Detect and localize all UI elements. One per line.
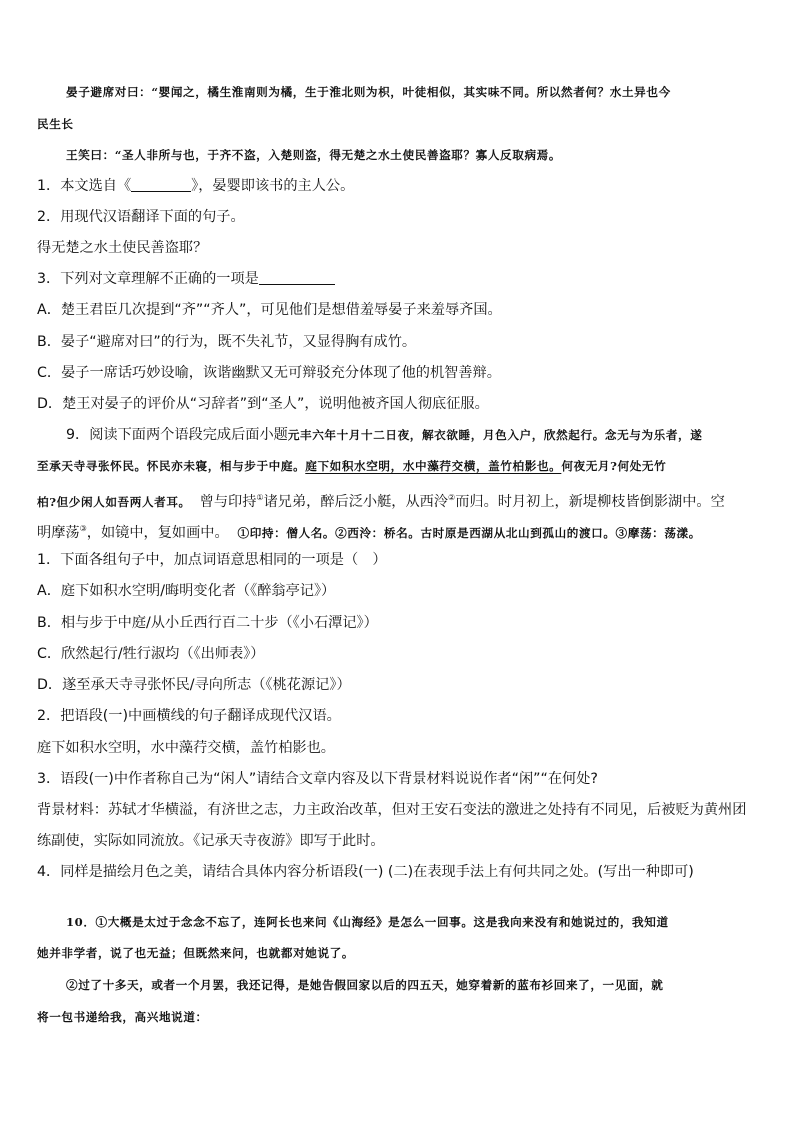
q9-passage2-segment: 诸兄弟，醉后泛小艇，从西泠: [263, 494, 449, 510]
q10-passage-line3: ②过了十多天，或者一个月罢，我还记得，是她告假回家以后的四五天，她穿着新的蓝布衫回来了，一见面，就: [66, 978, 664, 992]
q8-item2-sentence: 得无楚之水土使民善盗耶？: [37, 240, 208, 256]
q9-background-line1: 背景材料：苏轼才华横溢，有济世之志，力主政治改革，但对王安石变法的激进之处持有不同见，后被贬为黄州团: [37, 802, 747, 818]
q8-item3: [37, 270, 764, 288]
q9-option-c: C．欣然起行/牲行淑均（《出师表》）: [37, 646, 265, 662]
q9-item2-sentence: 庭下如积水空明，水中藻荇交横，盖竹柏影也。: [37, 740, 335, 756]
q9-passage-segment: 何夜无月?何处无竹: [561, 459, 667, 473]
q8-item1: [37, 177, 764, 195]
q9-passage-start: 元丰六年十月十二日夜，解衣欲睡，月色入户，欣然起行。念无与为乐者，遂: [287, 428, 703, 442]
q10-passage-line1: 10．①大概是太过于念念不忘了，连阿长也来问《山海经》是怎么一回事。这是我向来没有和她说过的，我知道: [66, 915, 669, 929]
q9-item4: 4．同样是描绘月色之美，请结合具体内容分析语段(一) (二)在表现手法上有何共同之处。(写出一种即可): [37, 864, 694, 880]
q9-underlined-sentence: 庭下如积水空明，水中藻荇交横，盖竹柏影也。: [305, 459, 562, 473]
q9-option-a: A．庭下如积水空明/晦明变化者（《醉翁亭记》）: [37, 583, 336, 599]
q10-passage-line2: 她并非学者，说了也无益；但既然来问，也就都对她说了。: [37, 946, 355, 960]
q9-passage2-segment: 而归。时月初上，新堤柳枝皆倒影湖中。空: [455, 494, 725, 510]
q9-passage2-segment: 明摩荡: [37, 525, 80, 541]
q9-passage-segment: 柏?但少闲人如吾两人者耳。: [37, 495, 191, 509]
q8-option-c: C．晏子一席话巧妙设喻，诙谐幽默又无可辩驳充分体现了他的机智善辩。: [37, 365, 501, 381]
passage1-line1: 晏子避席对曰：“婴闻之，橘生淮南则为橘，生于淮北则为枳，叶徒相似，其实味不同。所以然者何？水土异也今: [66, 85, 671, 99]
q8-item1-pre: 1．本文选自《: [37, 178, 132, 194]
q8-option-d: D．楚王对晏子的评价从“习辞者”到“圣人”，说明他被齐国人彻底征服。: [37, 396, 489, 412]
q9-item2: 2．把语段(一)中画横线的句子翻译成现代汉语。: [37, 708, 341, 724]
q9-passage2-segment: ，如镜中，复如画中。: [86, 525, 229, 541]
passage1-line2: 民生长: [37, 117, 74, 131]
q9-passage-line3: [37, 489, 764, 511]
q9-option-b: B．相与步于中庭/从小丘西行百二十步（《小石潭记》）: [37, 615, 378, 631]
q8-option-a: A．楚王君臣几次提到“齐”“齐人”，可见他们是想借羞辱晏子来羞辱齐国。: [37, 302, 502, 318]
q8-item2: 2．用现代汉语翻译下面的句子。: [37, 209, 245, 225]
q9-background-line2: 练副使，实际如同流放。《记承天寺夜游》即写于此时。: [37, 833, 385, 849]
q8-item1-post: 》，晏婴即该书的主人公。: [191, 178, 355, 194]
q9-passage-line2: [37, 457, 764, 475]
footnote-marker-1: ①: [256, 493, 264, 502]
q9-intro-instruction: 9．阅读下面两个语段完成后面小题: [66, 427, 288, 443]
footnote-marker-3: ③: [79, 524, 87, 533]
q8-item1-blank[interactable]: [131, 177, 191, 192]
q9-passage-line4: [37, 520, 764, 542]
q9-footnotes: ①印持：僧人名。②西泠：桥名。古时原是西湖从北山到孤山的渡口。③摩荡：荡漾。: [237, 526, 701, 540]
q9-passage2-segment: 曾与印持: [199, 494, 257, 510]
q8-item3-text: 3．下列对文章理解不正确的一项是: [37, 271, 259, 287]
passage1-line3: 王笑曰：“圣人非所与也，于齐不盗，入楚则盗，得无楚之水土使民善盗耶？寡人反取病焉。: [66, 148, 562, 162]
footnote-marker-2: ②: [448, 493, 456, 502]
q9-option-d: D．遂至承天寺寻张怀民/寻向所志（《桃花源记》）: [37, 677, 351, 693]
q9-item1: 1．下面各组句子中，加点词语意思相同的一项是（ ）: [37, 552, 387, 568]
q9-intro-line: [66, 426, 764, 444]
q10-passage-line4: 将一包书递给我，高兴地说道：: [37, 1010, 208, 1024]
q8-option-b: B．晏子“避席对曰”的行为，既不失礼节，又显得胸有成竹。: [37, 334, 417, 350]
q9-item3: 3．语段(一)中作者称自己为“闲人”请结合文章内容及以下背景材料说说作者“闲”“在何处?: [37, 771, 598, 787]
q8-item3-blank[interactable]: [259, 270, 335, 285]
q9-passage-segment: 至承天寺寻张怀民。怀民亦未寝，相与步于中庭。: [37, 459, 306, 473]
